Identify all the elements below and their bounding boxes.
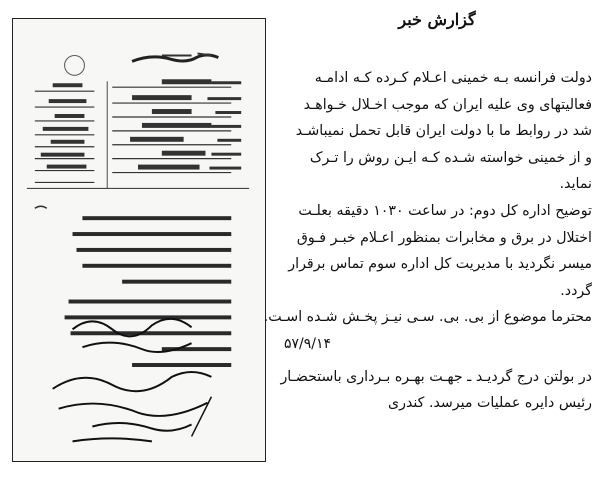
report-line: اختلال در برق و مخابرات بمنظور اعـلام خبـر فـوق xyxy=(296,229,592,246)
report-line: گردد. xyxy=(560,282,592,299)
footer-line: در بولتن درج گردیـد ـ جهـت بهـره بـرداری باستحضـار xyxy=(280,368,592,385)
report-line: شد در روابط ما با دولت ایران قابل تحمل نمیباشـد xyxy=(295,123,592,140)
report-line: میسر نگردید با مدیریت کل اداره سوم تماس برقرار xyxy=(288,256,592,273)
report-line: فعالیتهای وی علیه ایران که موجب اخـلال خـواهـد xyxy=(303,96,592,113)
report-line: محترما موضوع از بی. بی. سـی نیـز پخـش شـده اسـت. xyxy=(263,309,592,326)
report-line: دولت فرانسه بـه خمینی اعـلام کـرده کـه ادامـه xyxy=(314,70,592,86)
footer-line: رئیس دایره عملیات میرسد. کندری xyxy=(388,395,592,412)
news-report xyxy=(263,8,592,470)
report-line: و از خمینی خواسته شـده کـه ایـن روش را تـرک xyxy=(309,149,592,166)
scanned-document-icon xyxy=(13,19,265,461)
report-line: نماید. xyxy=(559,176,592,193)
report-line: توضیح اداره کل دوم: در ساعت ۱۰۳۰ دقیقه بعلـت xyxy=(298,202,592,219)
scanned-document-image xyxy=(12,18,266,462)
report-date: ۵۷/۹/۱۴ xyxy=(284,335,332,352)
report-title: گزارش خبر xyxy=(398,10,476,29)
report-body xyxy=(263,65,592,417)
